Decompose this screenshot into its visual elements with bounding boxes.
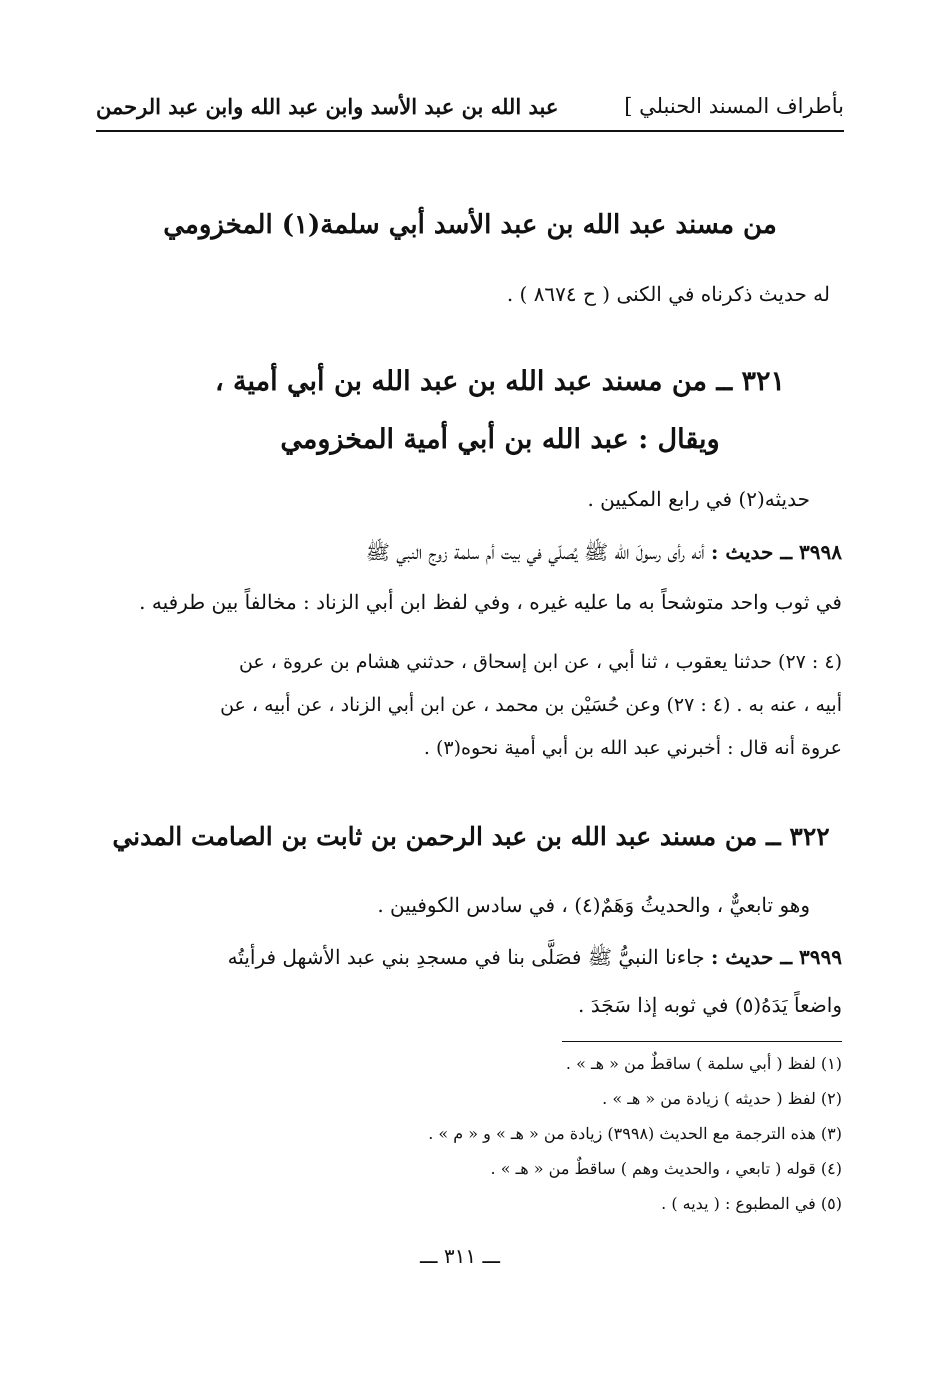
hadith-3999-line1 — [228, 945, 842, 974]
running-header — [96, 90, 844, 132]
section-note: له حديث ذكرناه في الكنى ( ح ٨٦٧٤ ) . — [506, 282, 830, 306]
section-note: وهو تابعيٌّ ، والحديثُ وَهَمٌ(٤) ، في سادس الكوفيين . — [377, 893, 810, 917]
hadith-number: ٣٩٩٩ ــ حديث : — [710, 945, 842, 969]
footnote-divider — [562, 1041, 842, 1042]
isnad-line: أبيه ، عنه به . (٤ : ٢٧) وعن حُسَيْن بن محمد ، عن ابن أبي الزناد ، عن أبيه ، عن — [220, 694, 842, 716]
hadith-text: جاءنا النبيُّ ﷺ فصَلَّى بنا في مسجدِ بني عبد الأشهل فرأيتُه — [227, 945, 705, 969]
footnote: (٥) في المطبوع : ( يديه ) . — [661, 1194, 842, 1213]
hadith-3998-line2: في ثوب واحد متوشحاً به ما عليه غيره ، وفي لفظ ابن أبي الزناد : مخالفاً بين طرفيه . — [139, 590, 842, 614]
section-heading-322: ٣٢٢ ــ من مسند عبد الله بن عبد الرحمن بن ثابت بن الصامت المدني — [112, 822, 830, 851]
footnote: (٤) قوله ( تابعي ، والحديث وهم ) ساقطٌ من « هـ » . — [490, 1159, 842, 1178]
page-number: ـــ ٣١١ ـــ — [419, 1244, 501, 1268]
footnote: (١) لفظ ( أبي سلمة ) ساقطٌ من « هـ » . — [565, 1054, 842, 1073]
section-heading-321-line2: ويقال : عبد الله بن أبي أمية المخزومي — [280, 424, 720, 455]
section-heading-321-line1: ٣٢١ ــ من مسند عبد الله بن عبد الله بن أبي أمية ، — [214, 366, 786, 397]
hadith-3999-line2: واضعاً يَدَهُ(٥) في ثوبه إذا سَجَدَ . — [578, 993, 842, 1017]
header-section-title: عبد الله بن عبد الأسد وابن عبد الله وابن عبد الرحمن — [96, 94, 559, 119]
hadith-text: أنه رأى رسولَ الله ﷺ يُصلّي في بيت أم سلمة زوج النبي ﷺ — [365, 540, 705, 564]
hadith-location-note: حديثه(٢) في رابع المكيين . — [587, 487, 810, 511]
isnad-line: (٤ : ٢٧) حدثنا يعقوب ، ثنا أبي ، عن ابن إسحاق ، حدثني هشام بن عروة ، عن — [238, 651, 842, 673]
footnote: (٣) هذه الترجمة مع الحديث (٣٩٩٨) زيادة من « هـ » و « م » . — [428, 1124, 842, 1143]
header-book-title: بأطراف المسند الحنبلي ] — [624, 94, 844, 118]
section-heading-abdullah-bin-abd-al-asad: من مسند عبد الله بن عبد الأسد أبي سلمة(١) المخزومي — [163, 210, 777, 240]
isnad-line: عروة أنه قال : أخبرني عبد الله بن أبي أمية نحوه(٣) . — [423, 737, 842, 759]
hadith-3998-line1 — [366, 540, 842, 569]
hadith-number: ٣٩٩٨ ــ حديث : — [710, 540, 842, 564]
footnote: (٢) لفظ ( حديثه ) زيادة من « هـ » . — [602, 1089, 842, 1108]
